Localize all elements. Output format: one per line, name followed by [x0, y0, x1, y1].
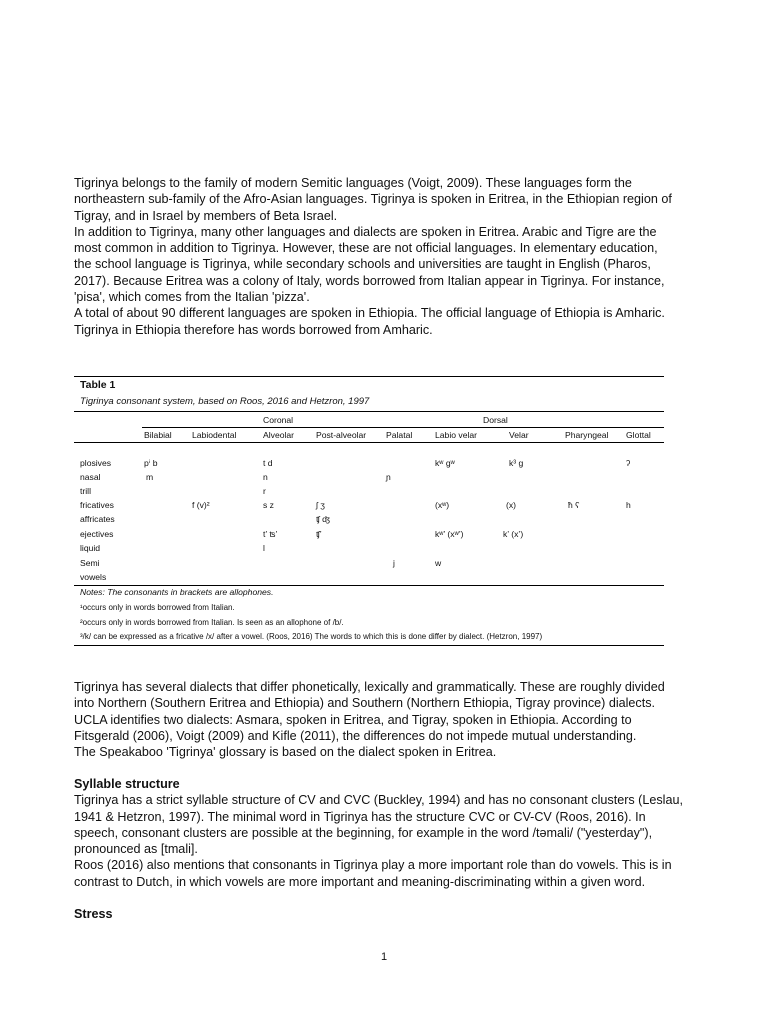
table-cell: ħ ʕ [568, 500, 580, 510]
table-header-rule [74, 411, 664, 412]
table-cell: f (v)² [192, 500, 210, 510]
group-header-coronal: Coronal [263, 415, 294, 425]
table-note: ¹occurs only in words borrowed from Italian. [80, 603, 235, 612]
table-cell: t d [263, 458, 273, 468]
intro-line: Tigray, and in Israel by members of Beta Israel. [74, 208, 338, 223]
row-label: ejectives [80, 529, 114, 539]
section-heading: Syllable structure [74, 777, 180, 791]
syllable-line: pronounced as [tmali]. [74, 842, 198, 857]
row-label: fricatives [80, 500, 114, 510]
group-header-rule [142, 427, 664, 428]
table-cell: (x) [506, 500, 517, 510]
syllable-line: speech, consonant clusters are possible at the beginning, for example in the word /təmali/ ("yesterday"), [74, 825, 653, 840]
column-header: Bilabial [144, 430, 172, 440]
intro-line: In addition to Tigrinya, many other languages and dialects are spoken in Eritrea. Arabic and Tigre are the [74, 224, 657, 239]
table-cell: ɲ [386, 472, 391, 482]
dialects-line: into Northern (Southern Eritrea and Ethiopia) and Southern (Northern Ethiopia, Tigray province) dialects. [74, 696, 656, 711]
table-cell: t’ ʦ’ [263, 529, 278, 539]
page-number: 1 [380, 951, 388, 963]
row-label: nasal [80, 472, 101, 482]
table-cell: s z [263, 500, 274, 510]
column-header-rule [74, 442, 664, 443]
intro-line: A total of about 90 different languages are spoken in Ethiopia. The official language of Ethiopia is Amharic. [74, 306, 665, 321]
dialects-line: UCLA identifies two dialects: Asmara, spoken in Eritrea, and Tigray, spoken in Ethiopia. According to [74, 712, 632, 727]
table-cell: ʃ ʒ [316, 500, 325, 510]
intro-line: northeastern sub-family of the Afro-Asian languages. Tigrinya is spoken in Eritrea, in the Ethiopian region of [74, 192, 672, 207]
table-cell: kʷ’ (xʷ’) [435, 529, 464, 539]
table-cell: l [263, 543, 265, 553]
row-label: plosives [80, 458, 112, 468]
table-label: Table 1 [80, 379, 116, 391]
row-label: affricates [80, 514, 115, 524]
column-header: Pharyngeal [565, 430, 609, 440]
column-header: Palatal [386, 430, 413, 440]
table-cell: (xʷ) [435, 500, 450, 510]
dialects-line: The Speakaboo 'Tigrinya' glossary is based on the dialect spoken in Eritrea. [74, 745, 497, 760]
table-bottom-rule [74, 645, 664, 646]
section-heading: Stress [74, 907, 113, 921]
syllable-line: contrast to Dutch, in which vowels are more important and meaning-discriminating within a given word. [74, 874, 646, 889]
table-cell: w [435, 558, 442, 568]
table-note: ³/k/ can be expressed as a fricative /x/ after a vowel. (Roos, 2016) The words to which this is done differ by dialect. (Hetzron, 1997) [80, 632, 543, 641]
intro-line: Tigrinya belongs to the family of modern Semitic languages (Voigt, 2009). These languages form the [74, 176, 632, 190]
table-cell: k’ (x’) [503, 529, 524, 539]
dialects-line: Tigrinya has several dialects that differ phonetically, lexically and grammatically. These are roughly divided [74, 680, 665, 694]
column-header: Glottal [626, 430, 651, 440]
intro-paragraph [74, 175, 694, 338]
intro-line: the school language is Tigrinya, while secondary schools and universities are taught in English (Pharos, [74, 257, 651, 272]
syllable-line: Roos (2016) also mentions that consonants in Tigrinya play a more important role than do vowels. This is in [74, 858, 672, 873]
group-header-dorsal: Dorsal [483, 415, 508, 425]
table-cell: pⁱ b [144, 458, 158, 468]
dialects-line: Fitsgerald (2006), Voigt (2009) and Kifle (2011), the differences do not impede mutual understanding. [74, 728, 637, 743]
table-top-rule [74, 376, 664, 377]
table-cell: h [626, 500, 631, 510]
intro-line: most common in addition to Tigrinya. However, these are not official languages. In elementary education, [74, 241, 658, 256]
column-header: Labio velar [435, 430, 478, 440]
table-cell: ʔ [626, 458, 631, 468]
row-label: liquid [80, 543, 101, 553]
table-cell: m [146, 472, 154, 482]
table-note: Notes: The consonants in brackets are allophones. [80, 587, 274, 597]
column-header: Post-alveolar [316, 430, 367, 440]
column-header: Velar [509, 430, 529, 440]
syllable-line: 1941 & Hetzron, 1997). The minimal word in Tigrinya has the structure CVC or CV-CV (Roos, 2016). In [74, 809, 646, 824]
syllable-line: Tigrinya has a strict syllable structure of CV and CVC (Buckley, 1994) and has no consonant clusters (Leslau, [74, 793, 683, 808]
table-note: ²occurs only in words borrowed from Italian. Is seen as an allophone of /b/. [80, 618, 344, 627]
row-label: vowels [80, 572, 107, 582]
intro-line: Tigrinya in Ethiopia therefore has words borrowed from Amharic. [74, 322, 433, 337]
intro-line: 2017). Because Eritrea was a colony of Italy, words borrowed from Italian appear in Tigrinya. For instance, [74, 273, 665, 288]
column-header: Alveolar [263, 430, 295, 440]
table-cell: k³ g [509, 458, 524, 468]
table-cell: n [263, 472, 268, 482]
table-body-rule [74, 585, 664, 586]
table-caption: Tigrinya consonant system, based on Roos, 2016 and Hetzron, 1997 [80, 396, 370, 407]
row-label: Semi [80, 558, 100, 568]
dialects-paragraph [74, 679, 694, 760]
table-cell: r [263, 486, 266, 496]
intro-line: 'pisa', which comes from the Italian 'pizza'. [74, 290, 310, 305]
table-cell: kʷ gʷ [435, 458, 455, 468]
table-cell: j [393, 558, 395, 568]
table-cell: ʧ ʤ [316, 514, 330, 524]
row-label: trill [80, 486, 91, 496]
column-header: Labiodental [192, 430, 237, 440]
table-cell: ʧ’ [316, 529, 322, 539]
syllable-section [74, 776, 694, 890]
